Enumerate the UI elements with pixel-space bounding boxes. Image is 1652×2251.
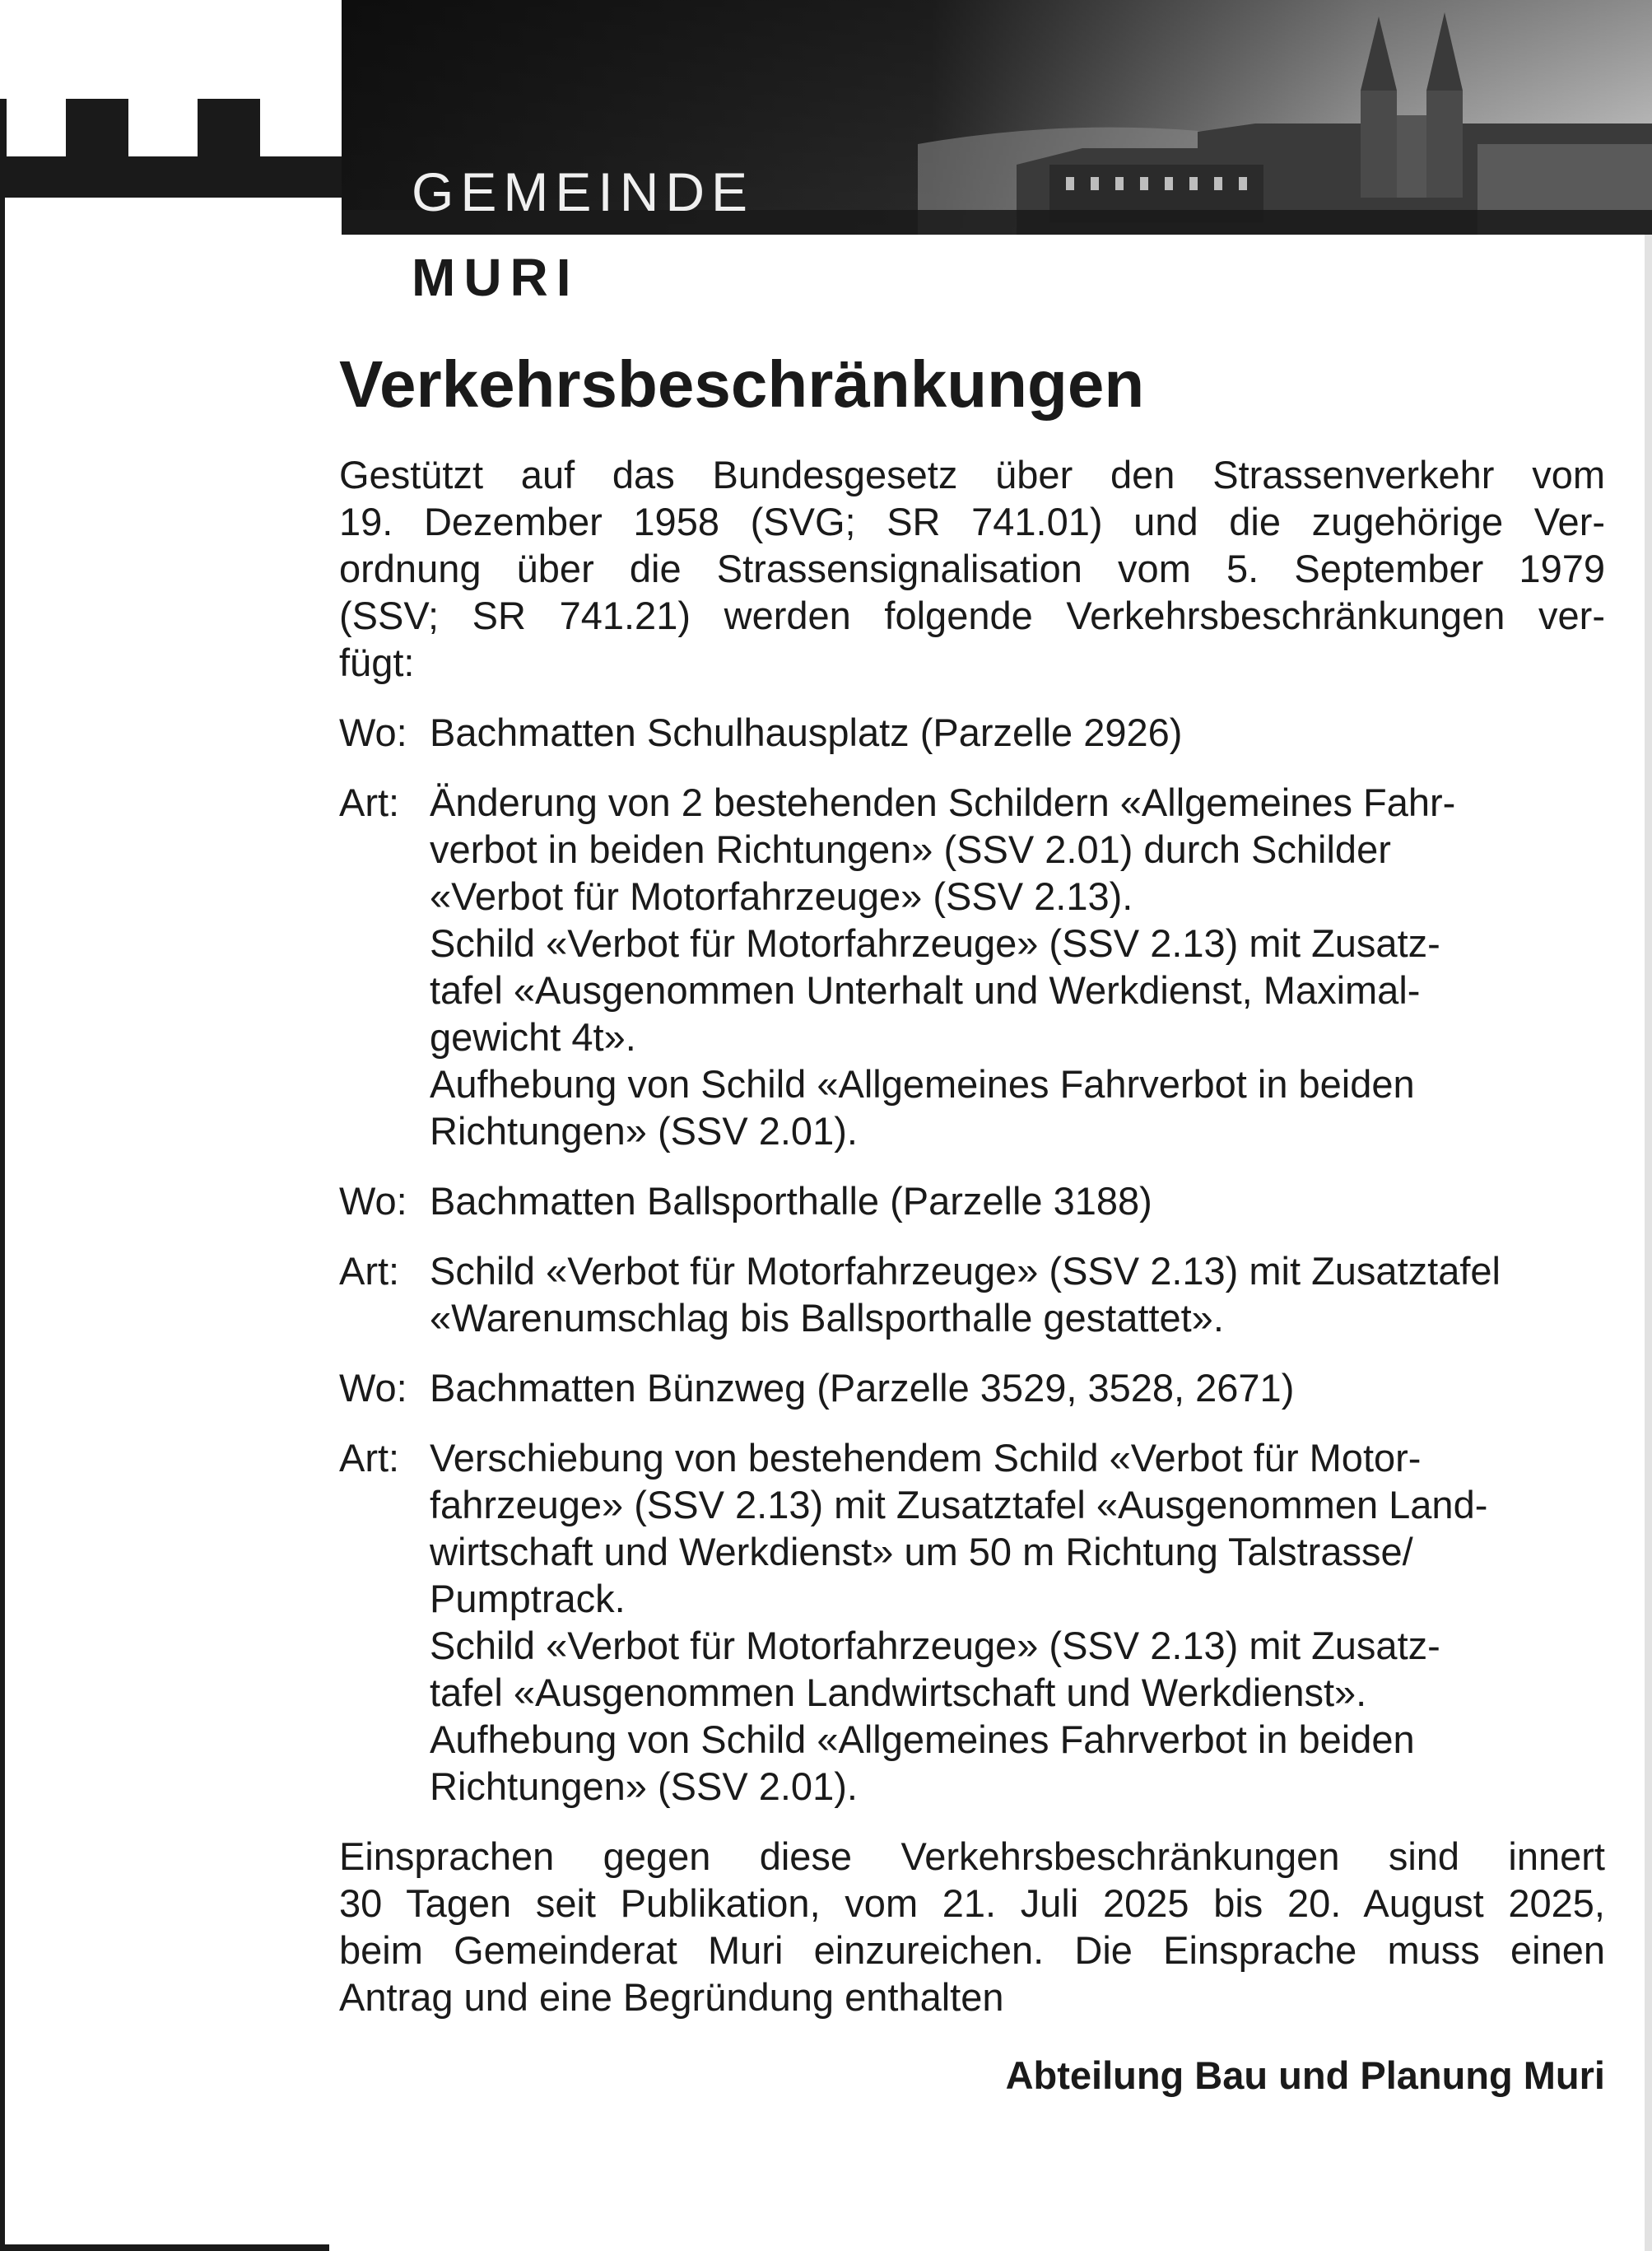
- entry-line: tafel «Ausgenommen Unterhalt und Werkdienst, Maximal-: [430, 968, 1421, 1012]
- brand-muri: MURI: [412, 248, 579, 307]
- closing-paragraph: [339, 1833, 1605, 2020]
- entry-label: Art:: [339, 1249, 400, 1293]
- intro-line: 19. Dezember 1958 (SVG; SR 741.01) und die zugehörige Ver-: [339, 500, 1605, 543]
- entry-body: [430, 1177, 1605, 1224]
- entry-art-buenzweg: [339, 1434, 1605, 1810]
- entry-label: Art:: [339, 1436, 400, 1480]
- entry-line: Aufhebung von Schild «Allgemeines Fahrverbot in beiden: [430, 1717, 1415, 1761]
- entry-label: Wo:: [339, 1179, 407, 1223]
- entry-wo-ballsporthalle: [339, 1177, 1605, 1224]
- signature: Abteilung Bau und Planung Muri: [1005, 2053, 1605, 2097]
- entry-body: [430, 779, 1605, 1154]
- entry-line: tafel «Ausgenommen Landwirtschaft und Werkdienst».: [430, 1671, 1367, 1714]
- entry-wo-schulhausplatz: [339, 709, 1605, 756]
- intro-line: (SSV; SR 741.21) werden folgende Verkehrsbeschränkungen ver-: [339, 594, 1605, 637]
- entry-label: Wo:: [339, 1366, 407, 1410]
- entry-line: Pumptrack.: [430, 1577, 626, 1620]
- entry-line: Schild «Verbot für Motorfahrzeuge» (SSV 2.13) mit Zusatztafel: [430, 1249, 1501, 1293]
- entry-line: wirtschaft und Werkdienst» um 50 m Richtung Talstrasse/: [430, 1530, 1413, 1573]
- entry-line: Aufhebung von Schild «Allgemeines Fahrverbot in beiden: [430, 1062, 1415, 1106]
- entry-wo-buenzweg: [339, 1364, 1605, 1411]
- entry-art-schulhausplatz: [339, 779, 1605, 1154]
- entry-line: Richtungen» (SSV 2.01).: [430, 1764, 858, 1808]
- entry-line: fahrzeuge» (SSV 2.13) mit Zusatztafel «Ausgenommen Land-: [430, 1483, 1488, 1526]
- intro-line: fügt:: [339, 641, 415, 684]
- entry-body: [430, 709, 1605, 756]
- notice: [339, 344, 1605, 2099]
- entry-line: verbot in beiden Richtungen» (SSV 2.01) durch Schilder: [430, 827, 1391, 871]
- frame-left-line: [0, 99, 5, 2251]
- entry-line: Änderung von 2 bestehenden Schildern «Allgemeines Fahr-: [430, 781, 1456, 824]
- brand-gemeinde: GEMEINDE: [412, 161, 755, 222]
- battlement-logo: [0, 0, 346, 198]
- frame-right-edge: [1645, 0, 1652, 2251]
- notice-title: Verkehrsbeschränkungen: [339, 347, 1145, 421]
- entry-line: Bachmatten Schulhausplatz (Parzelle 2926): [430, 711, 1183, 754]
- closing-line: Antrag und eine Begründung enthalten: [339, 1975, 1004, 2019]
- entry-label: Art:: [339, 781, 400, 824]
- intro-line: Gestützt auf das Bundesgesetz über den Strassenverkehr vom: [339, 453, 1605, 496]
- entry-line: Verschiebung von bestehendem Schild «Verbot für Motor-: [430, 1436, 1422, 1480]
- entry-label: Wo:: [339, 711, 407, 754]
- battlement-wall: [0, 156, 346, 198]
- entry-body: [430, 1364, 1605, 1411]
- entry-line: Bachmatten Ballsporthalle (Parzelle 3188): [430, 1179, 1152, 1223]
- entry-line: Richtungen» (SSV 2.01).: [430, 1109, 858, 1153]
- entry-body: [430, 1247, 1605, 1341]
- entry-line: gewicht 4t».: [430, 1015, 636, 1059]
- entry-line: «Warenumschlag bis Ballsporthalle gestattet».: [430, 1296, 1224, 1340]
- entry-body: [430, 1434, 1605, 1810]
- entry-art-ballsporthalle: [339, 1247, 1605, 1341]
- intro-line: ordnung über die Strassensignalisation vom 5. September 1979: [339, 547, 1605, 590]
- intro-paragraph: [339, 451, 1605, 686]
- closing-line: 30 Tagen seit Publikation, vom 21. Juli 2025 bis 20. August 2025,: [339, 1881, 1605, 1925]
- entry-line: Schild «Verbot für Motorfahrzeuge» (SSV 2.13) mit Zusatz-: [430, 921, 1440, 965]
- entry-line: «Verbot für Motorfahrzeuge» (SSV 2.13).: [430, 874, 1133, 918]
- frame-bottom-line: [0, 2244, 329, 2251]
- entry-line: Bachmatten Bünzweg (Parzelle 3529, 3528, 2671): [430, 1366, 1295, 1410]
- closing-line: Einsprachen gegen diese Verkehrsbeschränkungen sind innert: [339, 1834, 1605, 1878]
- closing-line: beim Gemeinderat Muri einzureichen. Die Einsprache muss einen: [339, 1928, 1605, 1972]
- entry-line: Schild «Verbot für Motorfahrzeuge» (SSV 2.13) mit Zusatz-: [430, 1624, 1440, 1667]
